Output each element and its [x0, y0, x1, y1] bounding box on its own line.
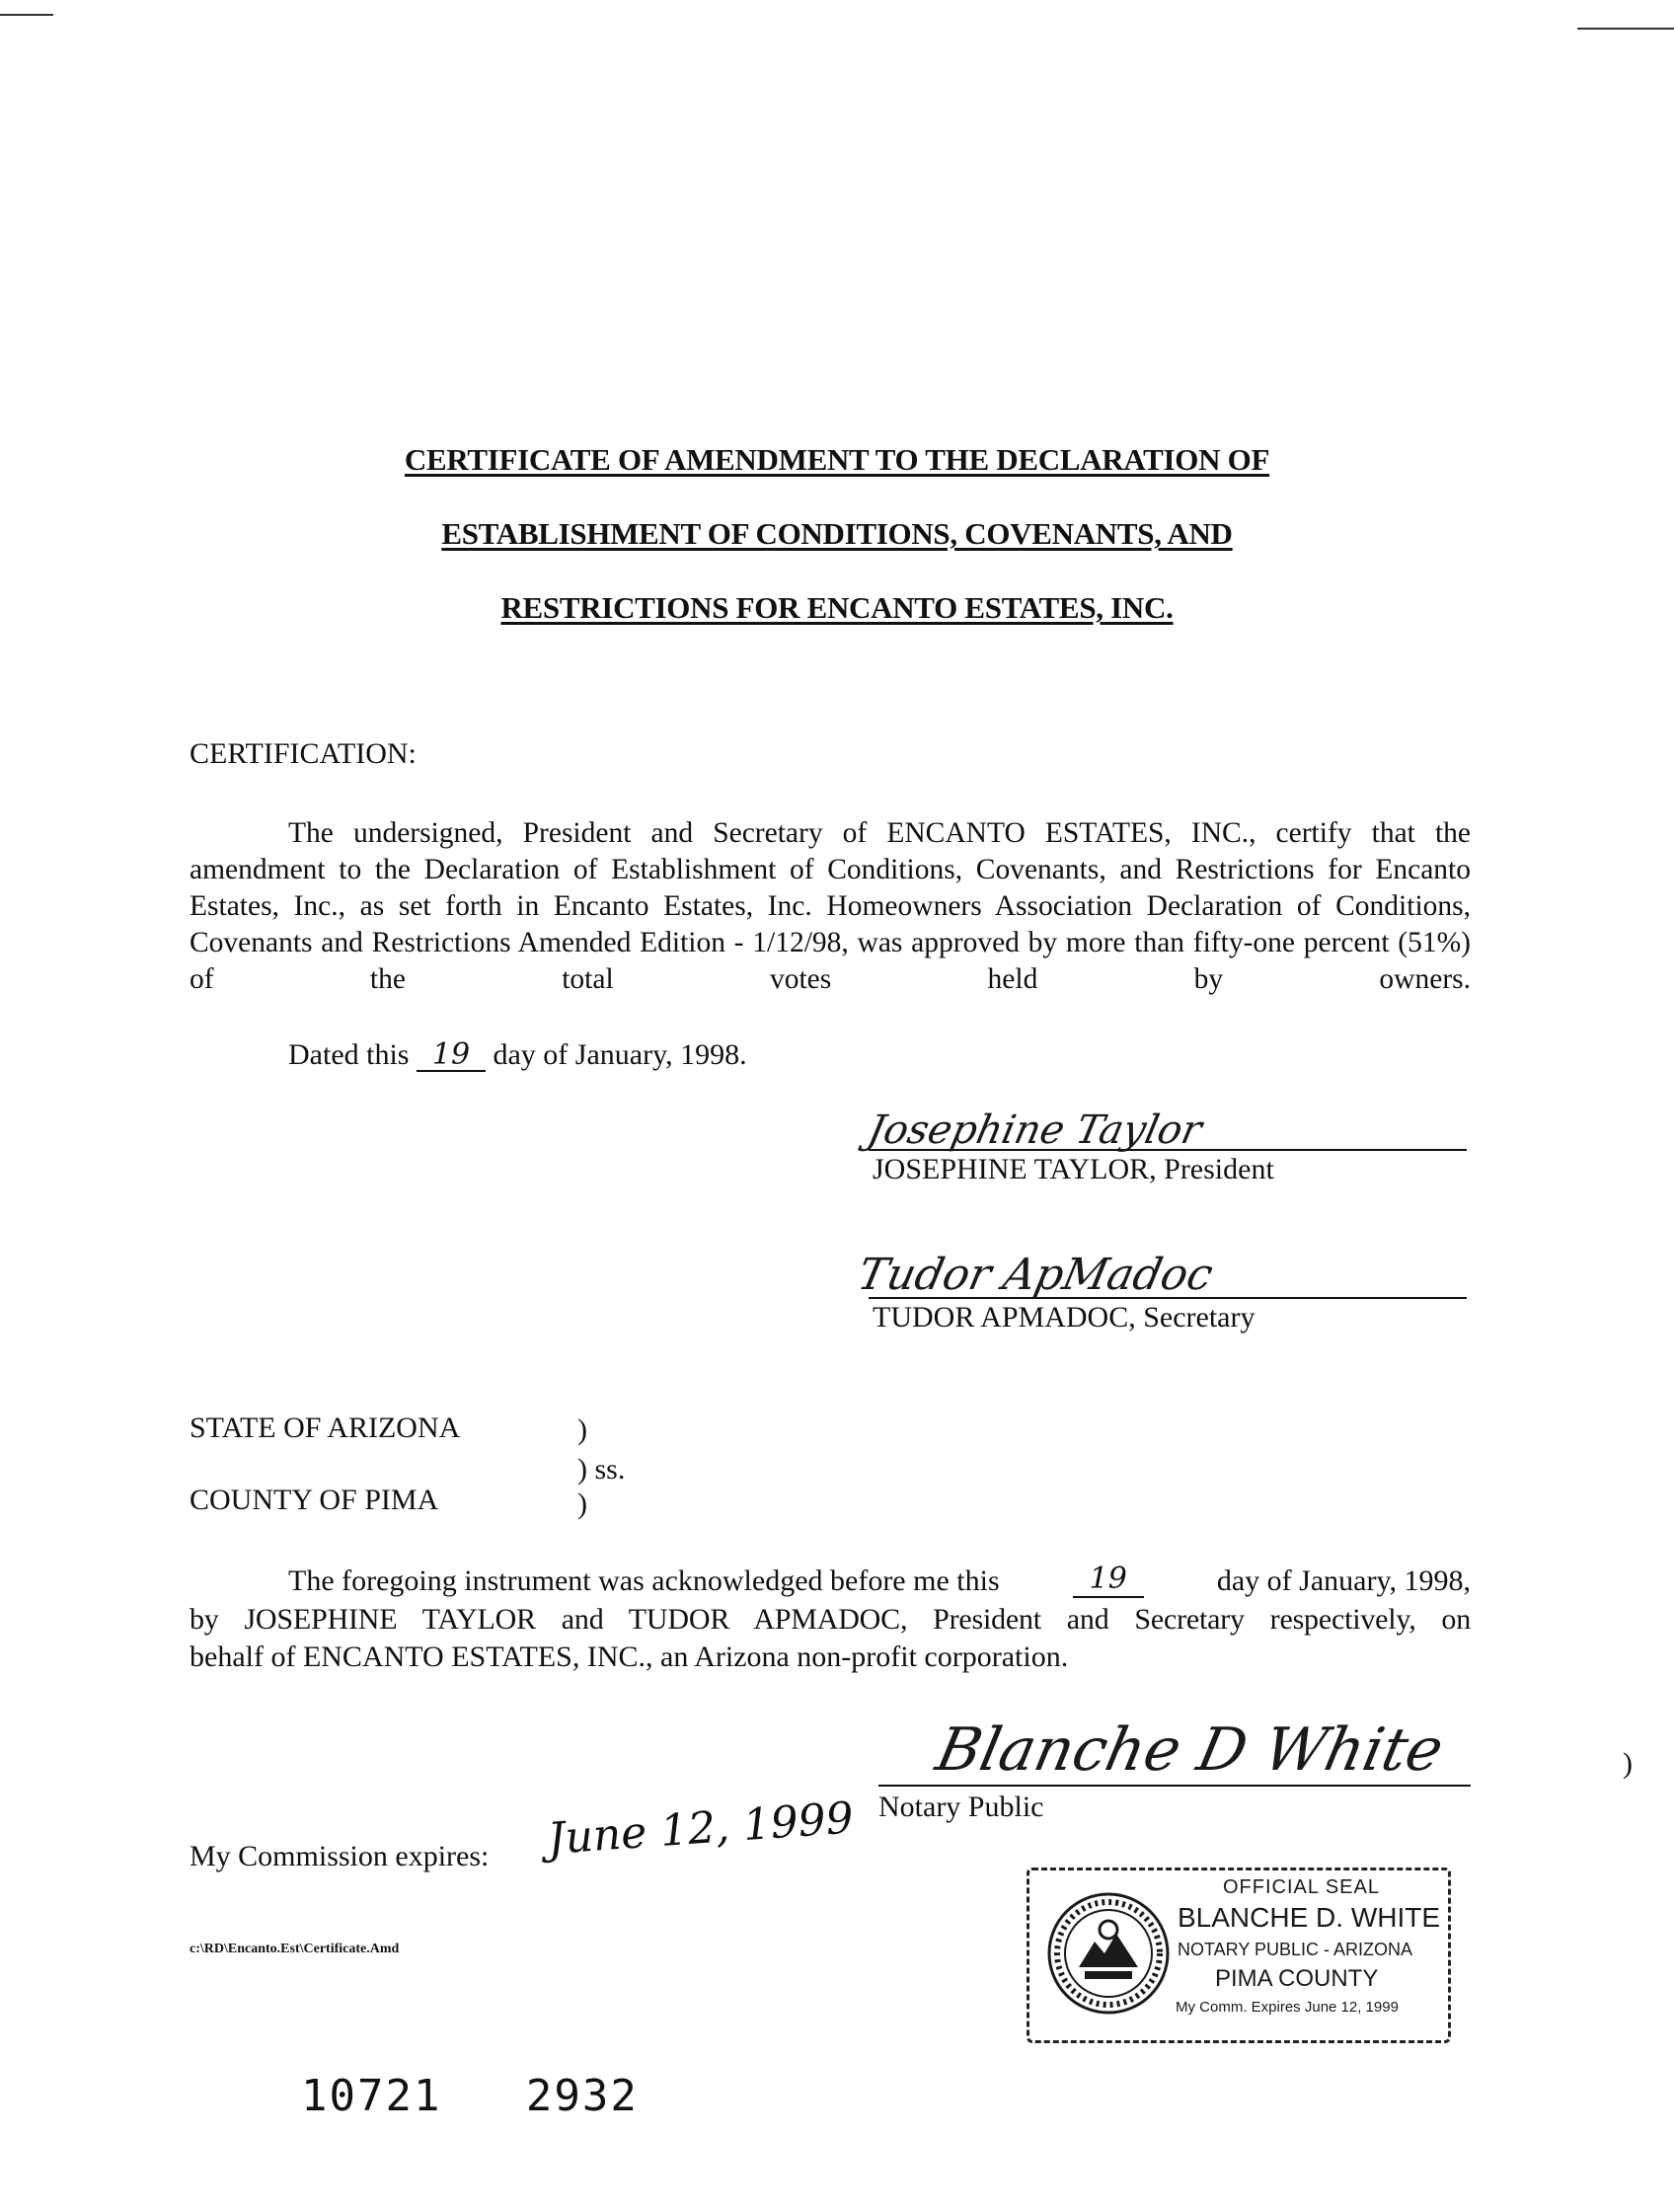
- recording-number: 10721 2932: [301, 2071, 639, 2121]
- venue-paren-top: ): [577, 1413, 587, 1446]
- seal-line-official: OFFICIAL SEAL: [1223, 1876, 1380, 1898]
- ack-day-field: 19: [1073, 1564, 1144, 1598]
- acknowledgment-line-3: behalf of ENCANTO ESTATES, INC., an Arizona non-profit corporation.: [190, 1640, 1069, 1673]
- arizona-state-seal-icon: [1045, 1890, 1172, 2017]
- dated-day-field: 19: [417, 1040, 486, 1072]
- file-path: c:\RD\Encanto.Est\Certificate.Amd: [190, 1942, 400, 1956]
- seal-line-county: PIMA COUNTY: [1215, 1965, 1379, 1992]
- certification-heading: CERTIFICATION:: [190, 737, 417, 770]
- document-title-line-1: CERTIFICATE OF AMENDMENT TO THE DECLARATION OF: [404, 442, 1270, 477]
- right-margin-paren: ): [1623, 1747, 1633, 1780]
- document-title-line-2: ESTABLISHMENT OF CONDITIONS, COVENANTS, AND: [441, 516, 1233, 551]
- president-signature-line: [869, 1149, 1467, 1151]
- secretary-signature: Tudor ApMadoc: [853, 1250, 1218, 1300]
- venue-paren-bottom: ): [577, 1487, 587, 1520]
- notary-signature-line: [878, 1785, 1471, 1787]
- secretary-name-title: TUDOR APMADOC, Secretary: [873, 1301, 1256, 1334]
- notary-signature: Blanche D White: [930, 1716, 1450, 1785]
- dated-prefix: Dated this: [288, 1038, 410, 1071]
- certification-text: The undersigned, President and Secretary of ENCANTO ESTATES, INC., certify that the amendment to the Declaration of Establishment of Conditions, Covenants, and Restrictions for Encanto Estates, Inc., as set forth in Encanto Estates, Inc. Homeowners Association Declaration of Conditions, Covenants and Restrictions Amended Edition - 1/12/98, was approved by more than fifty-one percent (51%) of the total votes held by owners.: [190, 817, 1471, 995]
- acknowledgment-line-2: by JOSEPHINE TAYLOR and TUDOR APMADOC, President and Secretary respectively, on: [190, 1603, 1471, 1636]
- dated-line: [288, 1038, 747, 1072]
- ack-prefix: The foregoing instrument was acknowledged before me this: [288, 1564, 1000, 1597]
- ack-suffix: day of January, 1998,: [1216, 1564, 1471, 1597]
- president-signature: Josephine Taylor: [864, 1107, 1206, 1153]
- secretary-signature-line: [869, 1297, 1467, 1299]
- scan-artifact-line: [1577, 28, 1674, 30]
- commission-date: June 12, 1999: [546, 1792, 856, 1865]
- notary-seal-stamp: [1027, 1868, 1451, 2043]
- notary-label: Notary Public: [878, 1791, 1044, 1823]
- acknowledgment-line-1: [288, 1564, 1471, 1598]
- dated-suffix: day of January, 1998.: [493, 1038, 747, 1071]
- venue-ss: ) ss.: [577, 1453, 626, 1486]
- seal-line-notary: NOTARY PUBLIC - ARIZONA: [1178, 1940, 1413, 1959]
- commission-label: My Commission expires:: [190, 1840, 490, 1872]
- seal-line-expires: My Comm. Expires June 12, 1999: [1176, 1999, 1399, 2016]
- president-name-title: JOSEPHINE TAYLOR, President: [873, 1153, 1274, 1185]
- certification-paragraph: [190, 815, 1471, 998]
- venue-county: COUNTY OF PIMA: [190, 1484, 439, 1516]
- seal-line-name: BLANCHE D. WHITE: [1178, 1902, 1441, 1933]
- venue-state: STATE OF ARIZONA: [190, 1411, 461, 1444]
- document-title-line-3: RESTRICTIONS FOR ENCANTO ESTATES, INC.: [500, 590, 1174, 625]
- scan-artifact-line: [0, 14, 53, 16]
